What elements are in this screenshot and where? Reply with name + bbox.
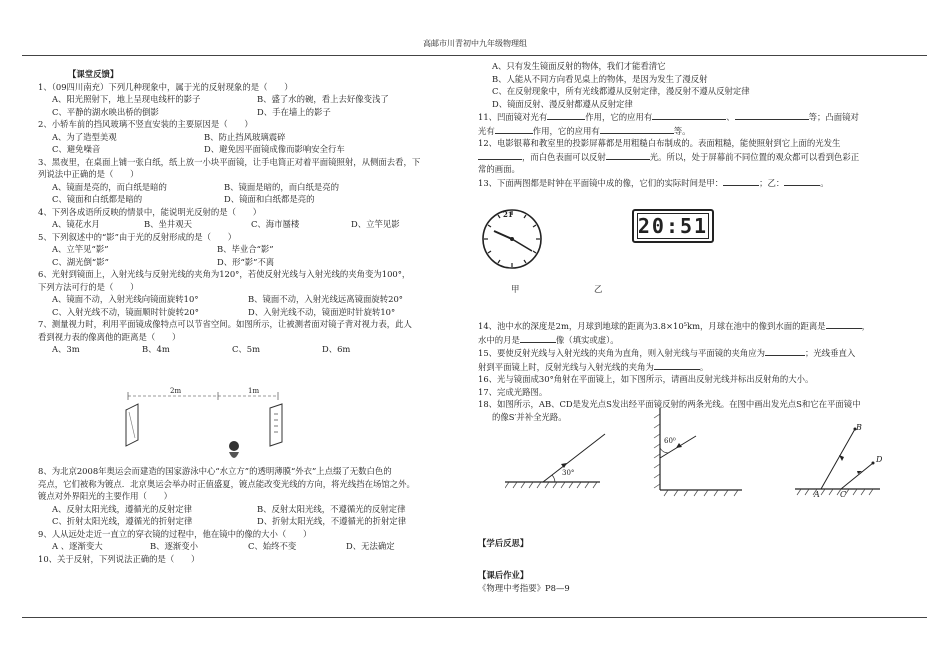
q7-figure [118,390,298,470]
header-rule [22,55,927,56]
point-c-label: C [840,490,847,499]
homework-text: 《物理中考指要》P8—9 [478,582,570,593]
q9-option-c: C、始终不变 [248,541,297,551]
q8-line2: 亮点，它们被称为镀点．北京奥运会举办时正值盛夏，镀点能改变光线的方向，将光线挡在场馆之外。 [38,478,415,489]
q3-line2: 列说法中正确的是（ ） [38,169,139,179]
q13-blank-yi[interactable] [784,176,820,186]
section-title: 【课堂反馈】 [68,69,119,79]
q7-option-b: B、4m [142,344,170,354]
q10-stem: 10、关于反射，下列说法正确的是（ ） [38,553,200,564]
q4-option-a: A、镜花水月 [52,219,100,229]
q1-option-a: A、阳光照射下，地上呈现电线杆的影子 [52,94,201,104]
q16-figure [505,432,615,492]
q15-line1: 15、要使反射光线与入射光线的夹角为直角，则入射光线与平面镜的夹角应为 ；光线垂直入 [478,348,856,358]
digital-clock-display: 20:51 [637,214,709,238]
q14-line1: 14、池中水的深度是2m，月球到地球的距离为3.8×10⁵km，月球在池中的像到水面的距离是 ， [478,321,871,331]
q6-option-d: D、入射光线不动，镜面逆时针旋转10° [248,306,396,317]
q7-line2: 看到视力表的像离他的距离是（ ） [38,331,181,342]
q5-option-d: D、形“影”不离 [217,256,275,267]
q7-label-1m: 1m [248,387,260,395]
q12-line1: 12、电影银幕和教室里的投影屏幕都是用粗糙白布制成的。表面粗糙，能使照射到它上面的光发生 [478,138,841,148]
q15-blank-2[interactable] [654,360,700,370]
q6-line2: 下列方法可行的是（ ） [38,281,139,292]
right-column [478,60,928,189]
q17-figure [652,408,744,498]
q16-stem: 16、光与镜面成30°角射在平面镜上，如下图所示，请画出反射光线并标出反射角的大小。 [478,374,814,384]
q3-line1: 3、黑夜里，在桌面上铺一张白纸，纸上放一小块平面镜，让手电筒正对着平面镜照射，从侧面去看，下 [38,156,421,167]
clock-numeral: 21 [503,210,513,219]
q10-option-c: C、在反射现象中，所有光线都遵从反射定律，漫反射不遵从反射定律 [492,86,750,96]
q5-option-a: A、立竿见“影” [52,244,109,254]
q8-option-a: A、反射太阳光线，遵循光的反射定律 [52,503,193,514]
q15-line2: 射到平面镜上时，反射光线与入射光线的夹角为 。 [478,361,709,372]
q8-option-c: C、折射太阳光线，遵循光的折射定律 [52,516,193,526]
page-header: 高邮市川青初中九年级物理组 [423,39,527,48]
q4-option-c: C、海市蜃楼 [251,219,300,229]
after-class-section [478,537,528,550]
homework-section [478,569,570,594]
q8-option-d: D、折射太阳光线，不遵循光的折射定律 [257,516,407,526]
angle-60-label: 60⁰ [664,437,676,445]
q1-option-d: D、手在墙上的影子 [257,106,331,117]
q8-line3: 镀点对外界阳光的主要作用（ ） [38,491,172,501]
label-yi: 乙 [594,284,603,294]
left-column [38,68,478,356]
q8-line1: 8、为北京2008年奥运会而建造的国家游泳中心“水立方”的透明薄膜“外衣”上点缀了无数白色的 [38,466,392,476]
q6-option-b: B、镜面不动，入射光线远离镜面旋转20° [248,294,403,304]
homework-title: 【课后作业】 [478,570,529,580]
q15-blank-1[interactable] [765,346,805,356]
q3-option-a: A、镜面是亮的，而白纸是暗的 [52,181,167,192]
q10-option-d: D、镜面反射、漫反射都遵从反射定律 [492,98,633,109]
q2-option-a: A、为了造型美观 [52,131,117,142]
point-a-label: A [814,490,820,499]
q12-blank-1[interactable] [478,150,522,160]
q5-stem: 5、下列叙述中的“影”由于光的反射形成的是（ ） [38,231,237,242]
q13-blank-jia[interactable] [723,176,759,186]
q11-blank-5[interactable] [600,124,674,134]
q9-option-d: D、无法确定 [346,541,395,551]
footer-rule [22,617,927,618]
q2-option-c: C、避免噪音 [52,144,101,154]
q2-option-b: B、防止挡风玻璃震碎 [204,131,286,142]
q10-option-b: B、人能从不同方向看见桌上的物体，是因为发生了漫反射 [492,73,708,84]
reflect-title: 【学后反思】 [478,538,529,548]
q6-line1: 6、光射到镜面上，入射光线与反射光线的夹角为120°，若使反射光线与入射光线的夹角变为100°， [38,269,411,279]
q1-stem: 1、（09四川南充）下列几种现象中，属于光的反射现象的是（ ） [38,81,293,92]
q13-line: 13、下面两图都是时钟在平面镜中成的像，它们的实际时间是甲： ；乙： 。 [478,177,829,188]
digital-clock [632,209,714,243]
q3-option-d: D、镜面和白纸都是亮的 [224,194,315,204]
q3-option-c: C、镜面和白纸都是暗的 [52,194,143,204]
q14-line2: 水中的月是 像（填实或虚）。 [478,334,619,345]
point-b-label: B [856,423,862,432]
q9-option-a: A 、逐渐变大 [52,541,103,551]
q7-line1: 7、测量视力时，利用平面镜成像特点可以节省空间。如图所示，让被测者面对镜子背对视力表，此人 [38,319,412,329]
q4-stem: 4、下列各成语所反映的情景中，能说明光反射的是（ ） [38,206,262,217]
q7-option-a: A、3m [52,344,80,354]
q9-stem: 9、人从远处走近一直立的穿衣镜的过程中，他在镜中的像的大小（ ） [38,528,312,539]
point-d-label: D [876,455,883,464]
q4-option-d: D、立竿见影 [351,219,400,229]
q8-option-b: B、反射太阳光线，不遵循光的反射定律 [257,503,406,514]
q17-stem: 17、完成光路图。 [478,386,548,397]
q11-blank-4[interactable] [495,124,533,134]
q1-option-c: C、平静的湖水映出桥的倒影 [52,106,159,117]
q18-line1: 18、如图所示，AB、CD是发光点S发出经平面镜反射的两条光线。在图中画出发光点S和它在平面镜中 [478,399,861,409]
q4-option-b: B、坐井观天 [144,219,193,229]
q5-option-c: C、湖光倒“影” [52,256,109,267]
q7-label-2m: 2m [170,387,182,395]
q11-blank-1[interactable] [547,110,585,120]
q6-option-c: C、入射光线不动，镜面顺时针旋转20° [52,306,199,317]
q11-line1: 11、凹面镜对光有 作用，它的应用有 、 等；凸面镜对 [478,112,859,122]
left-column-lower [38,465,478,565]
angle-30-label: 30° [562,469,575,477]
q14-blank-1[interactable] [826,319,862,329]
q1-option-b: B、盛了水的碗，看上去好像变浅了 [257,94,389,104]
q14-blank-2[interactable] [520,333,556,343]
q7-option-d: D、6m [322,344,351,354]
q12-line3: 常的画面。 [478,164,520,174]
q2-stem: 2、小轿车前的挡风玻璃不竖直安装的主要原因是（ ） [38,119,253,129]
q2-option-d: D、避免因平面镜成像而影响安全行车 [204,144,345,154]
q9-option-b: B、逐渐变小 [150,541,199,551]
q10-option-a: A、只有发生镜面反射的物体，我们才能看清它 [492,61,666,71]
q5-option-b: B、毕业合“影” [217,244,274,254]
q18-line2: 的像S′并补全光路。 [492,411,567,422]
label-jia: 甲 [511,284,520,294]
q11-blank-2[interactable] [652,110,726,120]
q11-line2: 光有 作用，它的应用有 等。 [478,125,691,136]
q7-option-c: C、5m [232,344,261,354]
q12-line2: ，而白色表面可以反射 光。所以，处于屏幕前不同位置的观众都可以看到色彩正 [478,150,928,164]
q6-option-a: A、镜面不动，入射光线向镜面旋转10° [52,294,199,304]
q12-blank-2[interactable] [606,150,650,160]
q11-blank-3[interactable] [735,110,809,120]
q3-option-b: B、镜面是暗的，而白纸是亮的 [224,181,340,192]
